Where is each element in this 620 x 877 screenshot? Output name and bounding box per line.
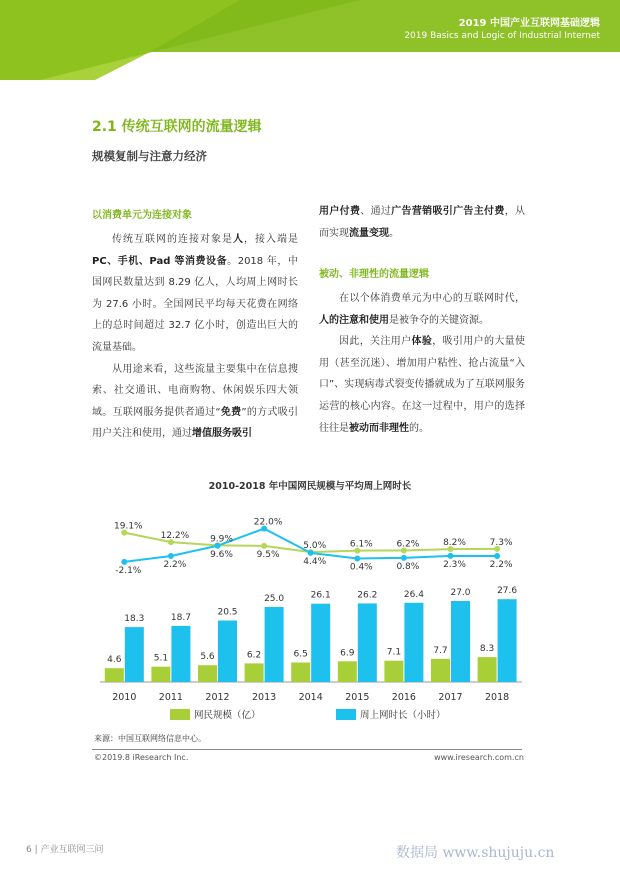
footer-divider [92,749,522,750]
bar-hours-2013 [265,607,284,682]
tick-2015: 2015 [345,692,370,703]
bar-hours-2012 [218,621,237,683]
label-hours-growth-2014: 4.4% [303,556,327,567]
label-hours-growth-2010: -2.1% [115,565,142,576]
label-users-2015: 6.9 [340,648,355,659]
bar-users-2012 [198,665,217,682]
bar-hours-2018 [498,599,517,682]
right-paragraph-2: 在以个体消费单元为中心的互联网时代，人的注意和使用是被争夺的关键资源。 [319,293,525,326]
label-users-growth-2015: 6.1% [349,539,373,550]
tick-2018: 2018 [485,692,510,703]
section-subtitle: 规模复制与注意力经济 [92,149,207,163]
bar-users-2016 [384,661,403,682]
point-hours-growth-2011 [168,553,174,559]
bar-users-2015 [338,661,357,682]
label-hours-growth-2016: 0.8% [396,561,420,572]
bar-users-2011 [151,667,170,682]
tick-2014: 2014 [298,692,323,703]
bar-hours-2017 [451,601,470,682]
label-users-growth-2017: 8.2% [443,538,466,549]
point-users-growth-2013 [261,543,267,549]
left-paragraph-1: 传统互联网的连接对象是人，接入端是PC、手机、Pad 等消费设备。2018 年，中国网民数量达到 8.29 亿人，人均周上网时长为 27.6 小时。全国网民平均每天花费在网络上的总时间超过 32.7 亿小时，创造出巨大的流量基础。 [92,234,298,353]
label-users-2017: 7.7 [433,645,448,656]
point-hours-growth-2018 [494,553,500,559]
label-hours-2010: 18.3 [124,614,145,625]
watermark: 数据局 www.shujuju.cn [396,845,555,861]
bar-users-2017 [431,659,450,682]
bar-users-2010 [105,668,124,682]
label-hours-growth-2012: 9.6% [210,549,233,560]
left-paragraph-2: 从用途来看，这些流量主要集中在信息搜索、社交通讯、电商购物、休闲娱乐四大领域。互联网服务提供者通过“免费”的方式吸引用户关注和使用，通过增值服务吸引 [92,363,298,440]
label-hours-growth-2018: 2.2% [489,559,513,570]
tick-2013: 2013 [252,692,277,703]
point-hours-growth-2010 [121,559,127,565]
label-users-2012: 5.6 [200,652,215,663]
label-users-growth-2016: 6.2% [396,539,420,550]
label-users-growth-2011: 12.2% [160,531,190,542]
header-title-cn: 2019 中国产业互联网基础逻辑 [458,18,600,29]
chart-title: 2010-2018 年中国网民规模与平均周上网时长 [208,481,412,492]
label-hours-2012: 20.5 [217,607,238,618]
bar-hours-2011 [171,626,190,682]
header-title-en: 2019 Basics and Logic of Industrial Internet [404,31,600,41]
label-users-growth-2012: 9.9% [210,534,233,545]
label-users-2011: 5.1 [153,653,169,664]
point-hours-growth-2017 [448,553,454,559]
label-hours-2016: 26.4 [403,589,424,600]
label-hours-2014: 26.1 [310,590,331,601]
legend-swatch-users [170,709,190,720]
right-paragraph-1: 用户付费、通过广告营销吸引广告主付费，从而实现流量变现。 [319,206,526,239]
bar-hours-2015 [358,603,377,682]
label-hours-growth-2017: 2.3% [443,559,466,570]
point-hours-growth-2016 [401,555,407,561]
tick-2012: 2012 [205,692,230,703]
section-title: 2.1 传统互联网的流量逻辑 [92,119,262,135]
label-users-2013: 6.2 [246,650,262,661]
label-users-2016: 7.1 [386,647,402,658]
label-users-growth-2018: 7.3% [489,537,513,548]
right-column [319,288,525,439]
source-note: 来源：中国互联网络信息中心。 [94,734,206,743]
label-users-2014: 6.5 [293,649,308,660]
label-users-2018: 8.3 [479,644,495,655]
bar-hours-2010 [125,627,144,682]
chart [0,500,620,728]
right-column-top [319,201,525,244]
label-hours-growth-2015: 0.4% [349,562,373,573]
legend-label-users: 网民规模（亿） [194,710,261,721]
right-heading: 被动、非理性的流量逻辑 [319,269,429,280]
legend-label-hours: 周上网时长（小时） [360,710,446,721]
copyright: ©2019.8 iResearch Inc. [94,753,189,762]
label-hours-growth-2011: 2.2% [163,559,187,570]
label-hours-growth-2013: 22.0% [253,517,283,528]
label-hours-2013: 25.0 [264,594,285,604]
label-hours-2015: 26.2 [357,590,378,601]
label-users-growth-2013: 9.5% [256,549,280,560]
bar-users-2014 [291,663,310,683]
page-number: 6 | 产业互联网三问 [26,845,104,855]
tick-2017: 2017 [438,692,463,703]
tick-2016: 2016 [391,692,416,703]
label-users-growth-2010: 19.1% [114,521,143,532]
right-paragraph-3: 因此，关注用户体验，吸引用户的大量使用（甚至沉迷）、增加用户粘性、抢占流量“入口”、实现病毒式裂变传播就成为了互联网服务运营的核心内容。在这一过程中，用户的选择往往是被动而非理性的。 [319,336,526,434]
label-hours-2018: 27.6 [497,586,518,597]
bar-users-2013 [245,663,264,682]
bar-hours-2014 [311,604,330,682]
tick-2010: 2010 [112,692,137,703]
bar-hours-2016 [404,603,423,682]
label-hours-2011: 18.7 [170,612,191,623]
bar-users-2018 [478,657,497,682]
label-users-2010: 4.6 [107,655,122,666]
point-hours-growth-2015 [354,555,360,561]
left-column [92,229,298,445]
website: www.iresearch.com.cn [434,753,524,762]
legend-swatch-hours [336,709,356,720]
tick-2011: 2011 [158,692,183,703]
left-heading: 以消费单元为连接对象 [92,210,192,221]
label-hours-2017: 27.0 [450,588,471,598]
label-users-growth-2014: 5.0% [303,541,327,552]
